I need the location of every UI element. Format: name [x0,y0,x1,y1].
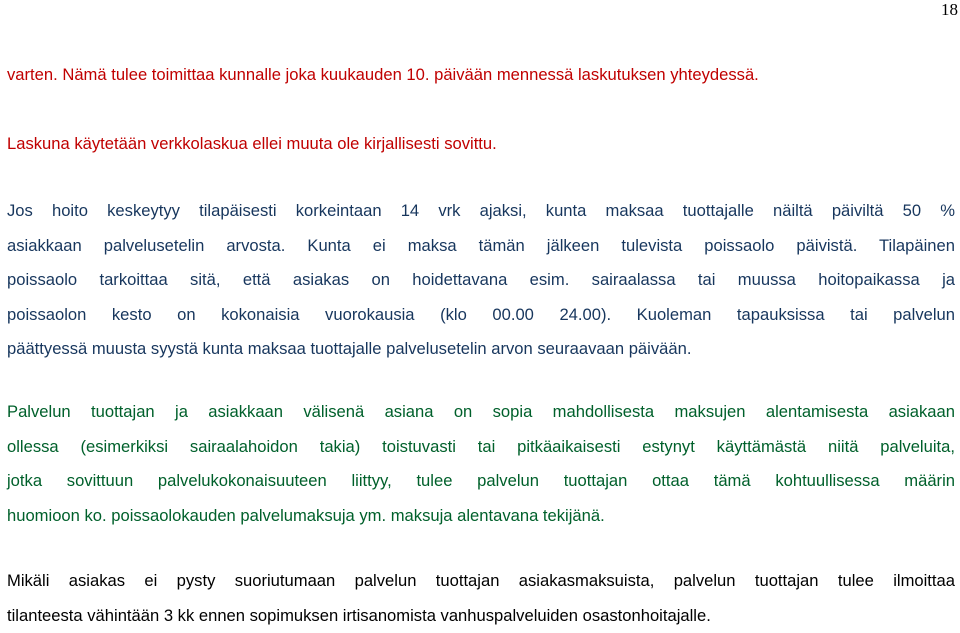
text-line: poissaolon kesto on kokonaisia vuorokausia (klo 00.00 24.00). Kuoleman tapauksissa tai palvelun [7,304,955,324]
text-line: varten. Nämä tulee toimittaa kunnalle joka kuukauden 10. päivään mennessä laskutuksen yhteydessä. [7,65,759,84]
page-number: 18 [941,0,958,19]
text-line: päättyessä muusta syystä kunta maksaa tuottajalle palvelusetelin arvon seuraavaan päivään. [7,339,692,359]
text-line: tilanteesta vähintään 3 kk ennen sopimuksen irtisanomista vanhuspalveluiden osastonhoitajalle. [7,605,711,625]
text-line: jotka sovittuun palvelukokonaisuuteen liittyy, tulee palvelun tuottajan ottaa tämä kohtuullisessa määrin [7,471,955,491]
text-line: Mikäli asiakas ei pysty suoriutumaan palvelun tuottajan asiakasmaksuista, palvelun tuottajan tulee ilmoittaa [7,571,955,590]
paragraph-care-interruption [7,194,955,367]
paragraph-unpaid-fees [7,564,955,633]
text-line: Palvelun tuottajan ja asiakkaan välisenä asiana on sopia mahdollisesta maksujen alentamisesta asiakaan [7,402,955,421]
text-line: Jos hoito keskeytyy tilapäisesti korkeintaan 14 vrk ajaksi, kunta maksaa tuottajalle näiltä päiviltä 50 % [7,201,955,220]
text-line: Laskuna käytetään verkkolaskua ellei muuta ole kirjallisesti sovittu. [7,134,497,153]
paragraph-reporting-deadline [7,58,955,93]
text-line: poissaolo tarkoittaa sitä, että asiakas on hoidettavana esim. sairaalassa tai muussa hoitopaikassa ja [7,270,955,290]
paragraph-e-invoice [7,127,955,162]
text-line: ollessa (esimerkiksi sairaalahoidon takia) toistuvasti tai pitkäaikaisesti estynyt käyttämästä niitä palveluita, [7,436,955,456]
text-line: huomioon ko. poissaolokauden palvelumaksuja ym. maksuja alentavana tekijänä. [7,505,605,525]
paragraph-fee-reduction [7,395,955,533]
text-line: asiakkaan palvelusetelin arvosta. Kunta ei maksa tämän jälkeen tulevista poissaolo päivistä. Tilapäinen [7,235,955,255]
